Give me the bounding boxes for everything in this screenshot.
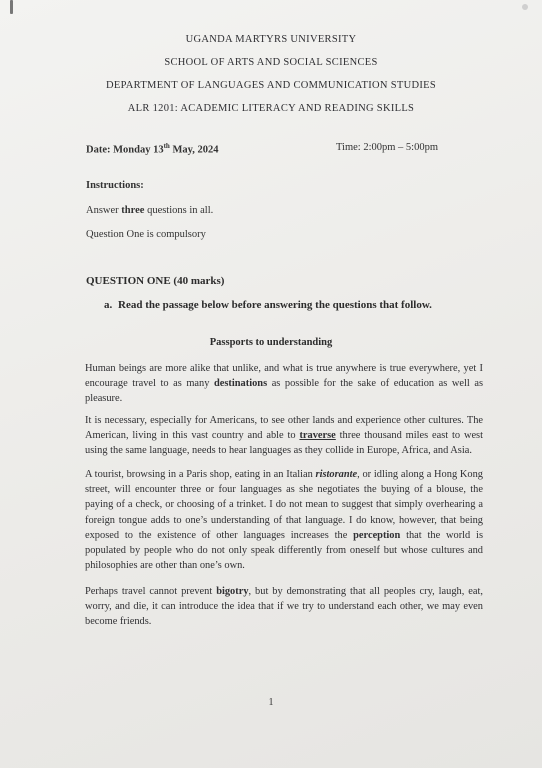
- department-name: DEPARTMENT OF LANGUAGES AND COMMUNICATION STUDIES: [106, 80, 436, 91]
- course-title: ALR 1201: ACADEMIC LITERACY AND READING SKILLS: [127, 103, 415, 114]
- question-one-heading: QUESTION ONE (40 marks): [86, 275, 225, 287]
- instruction-line-2: Question One is compulsory: [86, 229, 206, 240]
- passage-paragraph-4: Perhaps travel cannot prevent bigotry, but by demonstrating that all peoples cry, laugh, eat, worry, and die, it can introduce the idea that if we try to understand each other, we may even become friends.: [85, 586, 483, 628]
- staple-mark: [10, 0, 13, 14]
- paper-spot: [522, 4, 528, 10]
- exam-date: Date: Monday 13th May, 2024: [86, 142, 219, 156]
- passage-paragraph-1: Human beings are more alike that unlike, and what is true anywhere is true everywhere, yet I encourage travel to as many destinations as possible for the sake of education as well as pleasure.: [85, 363, 484, 405]
- school-name: SCHOOL OF ARTS AND SOCIAL SCIENCES: [164, 57, 378, 68]
- passage-title: Passports to understanding: [209, 337, 333, 348]
- exam-time: Time: 2:00pm – 5:00pm: [336, 142, 439, 153]
- question-one-part-a: a. Read the passage below before answering the questions that follow.: [104, 299, 432, 311]
- instructions-heading: Instructions:: [86, 180, 144, 191]
- instruction-line-1: Answer three questions in all.: [86, 205, 214, 216]
- page-number: 1: [268, 697, 274, 708]
- passage-paragraph-2: It is necessary, especially for Americans, to see other lands and experience other cultures. The American, living in this vast country and able to traverse three thousand miles east to west using the same language, needs to hear languages as they collide in Europe, Africa, and Asia.: [85, 415, 483, 457]
- passage-paragraph-3: A tourist, browsing in a Paris shop, eating in an Italian ristorante, or idling along a Hong Kong street, will encounter three or four languages as she negotiates the buying of a blouse, the paying of a check, or choosing of a trinket. I do not mean to suggest that simply overhearing a foreign tongue adds to one’s understanding of that language. I do know, however, that being exposed to the existence of other languages increases the perception that the world is populated by people who do not only speak differently from oneself but whose cultures and philosophies are other than one’s own.: [85, 469, 483, 572]
- university-name: UGANDA MARTYRS UNIVERSITY: [185, 34, 357, 45]
